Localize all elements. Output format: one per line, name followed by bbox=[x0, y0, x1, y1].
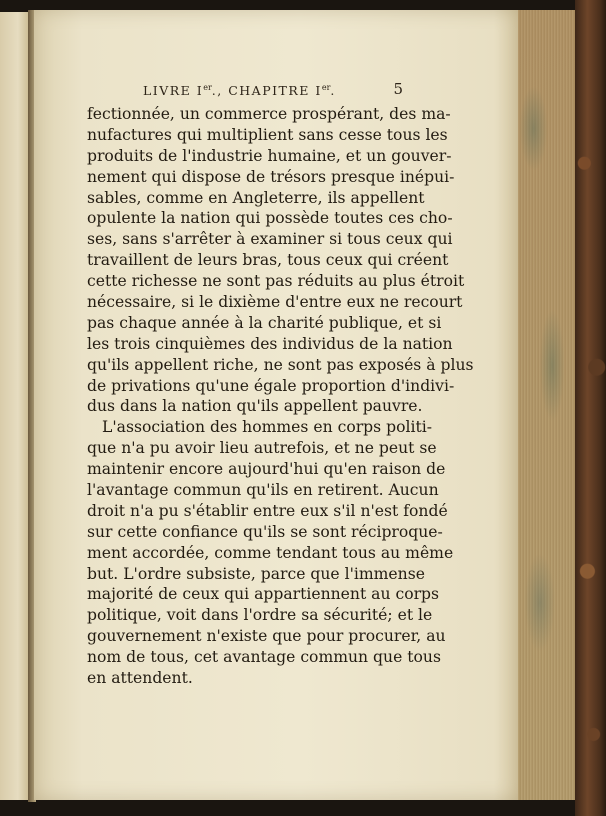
text-line: les trois cinquièmes des individus de la nation bbox=[87, 334, 453, 353]
running-header bbox=[143, 80, 403, 100]
page-number: 5 bbox=[393, 80, 403, 98]
text-line: gouvernement n'existe que pour procurer, au bbox=[87, 627, 446, 646]
text-line: ment accordée, comme tendant tous au même bbox=[87, 543, 454, 562]
text-line: fectionnée, un commerce prospérant, des ma- bbox=[87, 105, 451, 123]
marbled-cover bbox=[575, 0, 606, 816]
text-line: en attendent. bbox=[87, 669, 193, 688]
text-line: maintenir encore aujourd'hui qu'en raison de bbox=[87, 460, 446, 479]
running-head bbox=[143, 83, 336, 98]
text-line: nufactures qui multiplient sans cesse tous les bbox=[87, 125, 448, 144]
text-line: ses, sans s'arrêter à examiner si tous ceux qui bbox=[87, 230, 453, 249]
text-line: nement qui dispose de trésors presque inépui- bbox=[87, 167, 455, 186]
text-line: L'association des hommes en corps politi- bbox=[102, 418, 432, 437]
text-line: pas chaque année à la charité publique, et si bbox=[87, 313, 442, 332]
running-head-sup2: er bbox=[321, 83, 331, 92]
text-line: majorité de ceux qui appartiennent au corps bbox=[87, 585, 440, 604]
text-line: produits de l'industrie humaine, et un gouver- bbox=[87, 146, 452, 165]
text-line: travaillent de leurs bras, tous ceux qui créent bbox=[87, 251, 449, 270]
text-line: de privations qu'une égale proportion d'indivi- bbox=[87, 376, 455, 395]
text-line: nom de tous, cet avantage commun que tous bbox=[87, 648, 441, 667]
text-line: opulente la nation qui possède toutes ces cho- bbox=[87, 209, 453, 228]
text-line: dus dans la nation qu'ils appellent pauvre. bbox=[87, 397, 423, 416]
body-text bbox=[87, 104, 474, 689]
text-line: politique, voit dans l'ordre sa sécurité; et le bbox=[87, 606, 433, 625]
running-head-mid: ., CHAPITRE I bbox=[211, 83, 322, 99]
text-line: nécessaire, si le dixième d'entre eux ne recourt bbox=[87, 293, 463, 312]
text-line: l'avantage commun qu'ils en retirent. Aucun bbox=[87, 481, 439, 500]
text-line: droit n'a pu s'établir entre eux s'il n'est fondé bbox=[87, 501, 448, 520]
text-line: sables, comme en Angleterre, ils appellent bbox=[87, 188, 425, 207]
running-head-sup1: er bbox=[203, 83, 212, 92]
text-line: but. L'ordre subsiste, parce que l'immense bbox=[87, 564, 425, 583]
running-head-end: . bbox=[330, 83, 336, 99]
running-head-part1: LIVRE I bbox=[143, 83, 204, 99]
page-edges bbox=[515, 10, 577, 800]
text-line: qu'ils appellent riche, ne sont pas exposés à plus bbox=[87, 355, 474, 374]
left-page-edge bbox=[0, 12, 31, 800]
text-line: que n'a pu avoir lieu autrefois, et ne peut se bbox=[87, 439, 437, 458]
text-line: cette richesse ne sont pas réduits au plus étroit bbox=[87, 272, 465, 291]
text-line: sur cette confiance qu'ils se sont réciproque- bbox=[87, 522, 443, 541]
